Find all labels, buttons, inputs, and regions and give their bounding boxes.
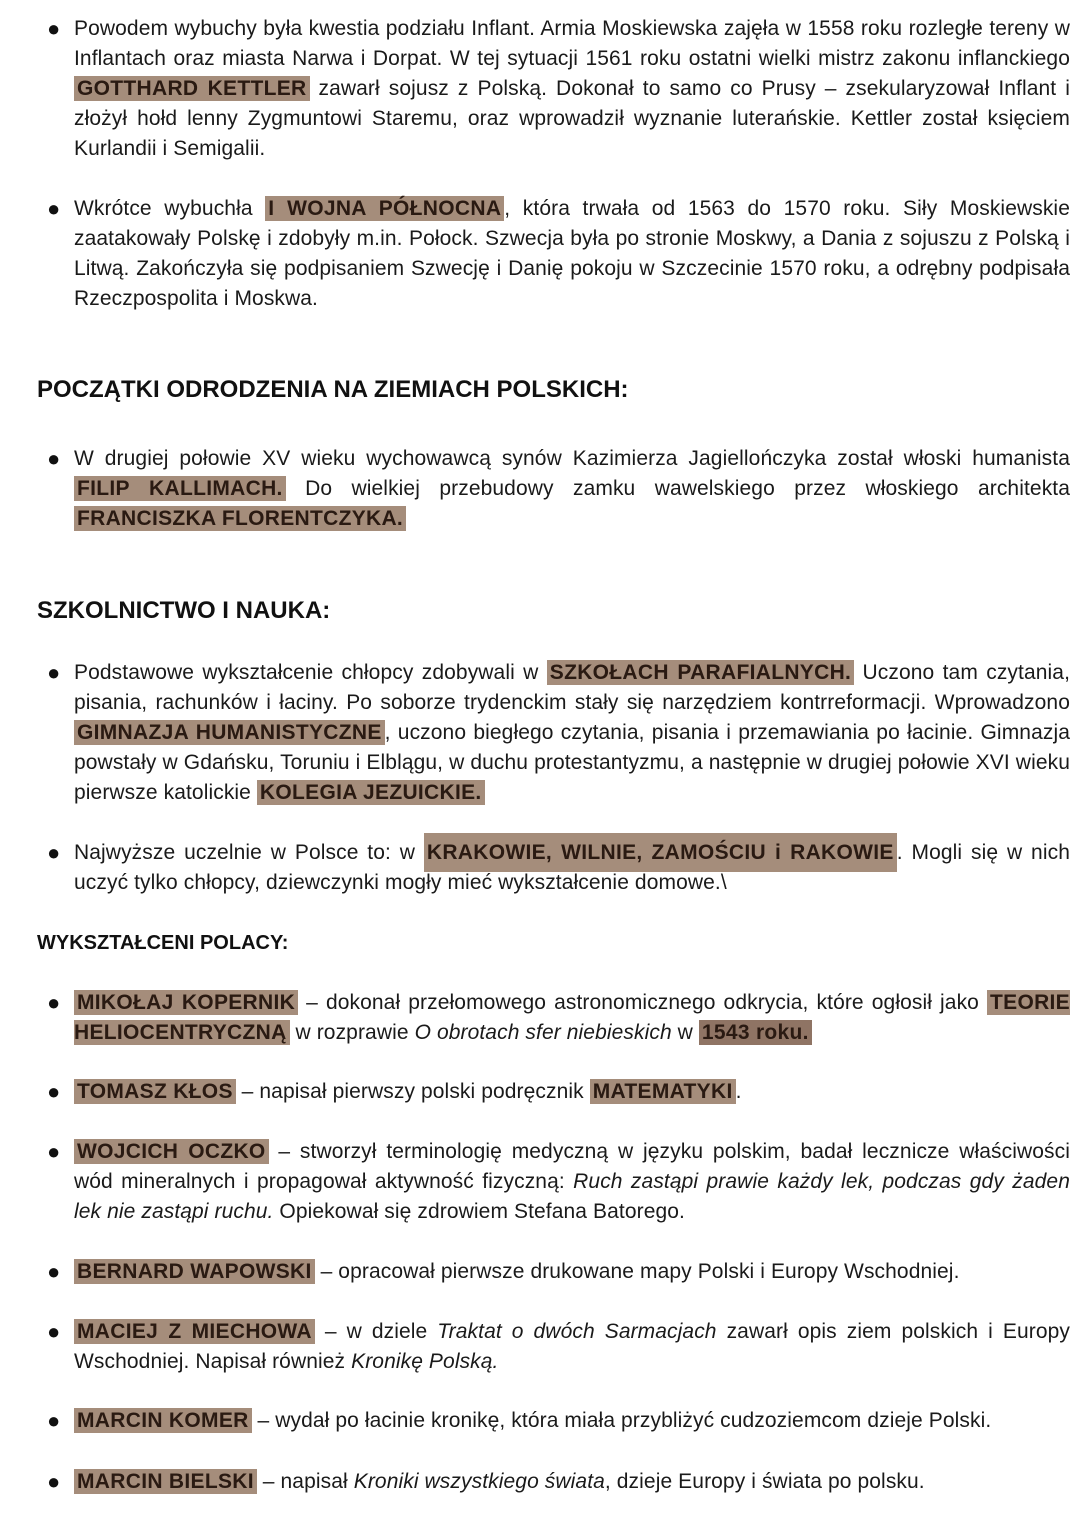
highlight: SZKOŁACH PARAFIALNYCH.: [547, 660, 854, 685]
section-renaissance: [0, 444, 1080, 534]
paragraph: BERNARD WAPOWSKI – opracował pierwsze drukowane mapy Polski i Europy Wschodniej.: [74, 1257, 1070, 1287]
paragraph: Wkrótce wybuchła I WOJNA PÓŁNOCNA , która trwała od 1563 do 1570 roku. Siły Moskiewskie zaatakowały Polskę i zdobyły m.in. Połock. Szwecja była po stronie Moskwy, a Dania z sojuszu z Polską i Litwą. Zakończyła się podpisaniem Szwecję i Danię pokoju w Szczecinie 1570 roku, a odrębny podpisała Rzeczpospolita i Moskwa.: [74, 197, 1070, 310]
list-item: [0, 658, 1080, 808]
bullet-icon: ●: [47, 990, 61, 1015]
list-item: [0, 1137, 1080, 1227]
bullet-icon: ●: [47, 446, 61, 471]
bullet-icon: ●: [47, 196, 61, 221]
section-heading: SZKOLNICTWO I NAUKA:: [37, 597, 331, 624]
section-education-2: [0, 838, 1080, 898]
highlight: KOLEGIA JEZUICKIE.: [257, 780, 485, 805]
highlight: 1543 roku.: [699, 1020, 812, 1045]
highlight: TEORIE HELIOCENTRYCZNĄ: [74, 991, 1070, 1044]
bullet-icon: ●: [47, 1319, 61, 1344]
highlight: FRANCISZKA FLORENTCZYKA.: [74, 506, 406, 531]
highlight: FILIP KALLIMACH.: [74, 476, 286, 501]
bullet-icon: ●: [47, 1469, 61, 1494]
list-item: [0, 1077, 1080, 1107]
bullet-icon: ●: [47, 1259, 61, 1284]
paragraph: Powodem wybuchy była kwestia podziału Inflant. Armia Moskiewska zajęła w 1558 roku rozległe tereny w Inflantach oraz miasta Narwa i Dorpat. W tej sytuacji 1561 roku ostatni wielki mistrz zakonu inflanckiego GOTTHARD KETTLER zawarł sojusz z Polską. Dokonał to samo co Prusy – zsekularyzował Inflant i złożył hołd lenny Zygmuntowi Staremu, oraz wprowadził wyznanie luterańskie. Kettler został księciem Kurlandii i Semigalii.: [74, 17, 1070, 160]
section-wars: [0, 14, 1080, 164]
bullet-icon: ●: [47, 1079, 61, 1104]
highlight: MIKOŁAJ KOPERNIK: [74, 990, 298, 1015]
highlight: MATEMATYKI: [590, 1079, 736, 1104]
person-klos: [0, 1077, 1080, 1107]
list-item: [0, 1467, 1080, 1497]
section-education: [0, 658, 1080, 808]
person-oczko: [0, 1137, 1080, 1227]
bullet-icon: ●: [47, 660, 61, 685]
list-item: [0, 988, 1080, 1048]
paragraph: Najwyższe uczelnie w Polsce to: w KRAKOWIE, WILNIE, ZAMOŚCIU i RAKOWIE . Mogli się w nich uczyć tylko chłopcy, dziewczynki mogły mieć wykształcenie domowe.\: [74, 838, 1070, 898]
section-heading: WYKSZTAŁCENI POLACY:: [37, 932, 289, 954]
person-wapowski: [0, 1257, 1080, 1287]
list-item: [0, 444, 1080, 534]
highlight: I WOJNA PÓŁNOCNA: [265, 196, 504, 221]
list-item: [0, 1257, 1080, 1287]
bullet-icon: ●: [47, 16, 61, 41]
paragraph: MARCIN KOMER – wydał po łacinie kronikę, która miała przybliżyć cudzoziemcom dzieje Polski.: [74, 1406, 1070, 1436]
list-item: [0, 838, 1080, 898]
highlight: KRAKOWIE, WILNIE, ZAMOŚCIU i RAKOWIE: [424, 833, 897, 872]
list-item: [0, 1406, 1080, 1436]
list-item: [0, 1317, 1080, 1377]
paragraph: MACIEJ Z MIECHOWA – w dziele Traktat o dwóch Sarmacjach zawarł opis ziem polskich i Europy Wschodniej. Napisał również Kronikę Polską.: [74, 1320, 1070, 1373]
person-kopernik: [0, 988, 1080, 1048]
highlight: MARCIN KOMER: [74, 1408, 252, 1433]
bullet-icon: ●: [47, 840, 61, 865]
person-bielski: [0, 1467, 1080, 1497]
bullet-icon: ●: [47, 1139, 61, 1164]
list-item: [0, 14, 1080, 164]
highlight: TOMASZ KŁOS: [74, 1079, 236, 1104]
bullet-icon: ●: [47, 1408, 61, 1433]
list-item: [0, 194, 1080, 314]
highlight: BERNARD WAPOWSKI: [74, 1259, 315, 1284]
paragraph: W drugiej połowie XV wieku wychowawcą synów Kazimierza Jagiellończyka został włoski humanista FILIP KALLIMACH. Do wielkiej przebudowy zamku wawelskiego przez włoskiego architekta FRANCISZKA FLORENTCZYKA.: [74, 447, 1071, 530]
paragraph: MIKOŁAJ KOPERNIK – dokonał przełomowego astronomicznego odkrycia, które ogłosił jako TEORIE HELIOCENTRYCZNĄ w rozprawie O obrotach sfer niebieskich w 1543 roku.: [74, 991, 1070, 1044]
highlight: WOJCICH OCZKO: [74, 1139, 269, 1164]
paragraph: TOMASZ KŁOS – napisał pierwszy polski podręcznik MATEMATYKI .: [74, 1077, 1070, 1107]
highlight: MARCIN BIELSKI: [74, 1469, 257, 1494]
person-miechowa: [0, 1317, 1080, 1377]
paragraph: WOJCICH OCZKO – stworzył terminologię medyczną w języku polskim, badał lecznicze właściwości wód mineralnych i propagował aktywność fizyczną: Ruch zastąpi prawie każdy lek, podczas gdy żaden lek nie zastąpi ruchu. Opiekował się zdrowiem Stefana Batorego.: [74, 1140, 1070, 1223]
section-heading: POCZĄTKI ODRODZENIA NA ZIEMIACH POLSKICH:: [37, 376, 629, 403]
person-komer: [0, 1406, 1080, 1436]
paragraph: MARCIN BIELSKI – napisał Kroniki wszystkiego świata, dzieje Europy i świata po polsku.: [74, 1467, 1070, 1497]
section-wars-2: [0, 194, 1080, 314]
highlight: MACIEJ Z MIECHOWA: [74, 1319, 315, 1344]
paragraph: Podstawowe wykształcenie chłopcy zdobywali w SZKOŁACH PARAFIALNYCH. Uczono tam czytania, pisania, rachunków i łaciny. Po soborze trydenckim stały się narzędziem kontrreformacji. Wprowadzono GIMNAZJA HUMANISTYCZNE , uczono biegłego czytania, pisania i przemawiania po łacinie. Gimnazja powstały w Gdańsku, Toruniu i Elblągu, w duchu protestantyzmu, a następnie w drugiej połowie XVI wieku pierwsze katolickie KOLEGIA JEZUICKIE.: [74, 661, 1071, 804]
highlight: GIMNAZJA HUMANISTYCZNE: [74, 720, 385, 745]
highlight: GOTTHARD KETTLER: [74, 76, 310, 101]
